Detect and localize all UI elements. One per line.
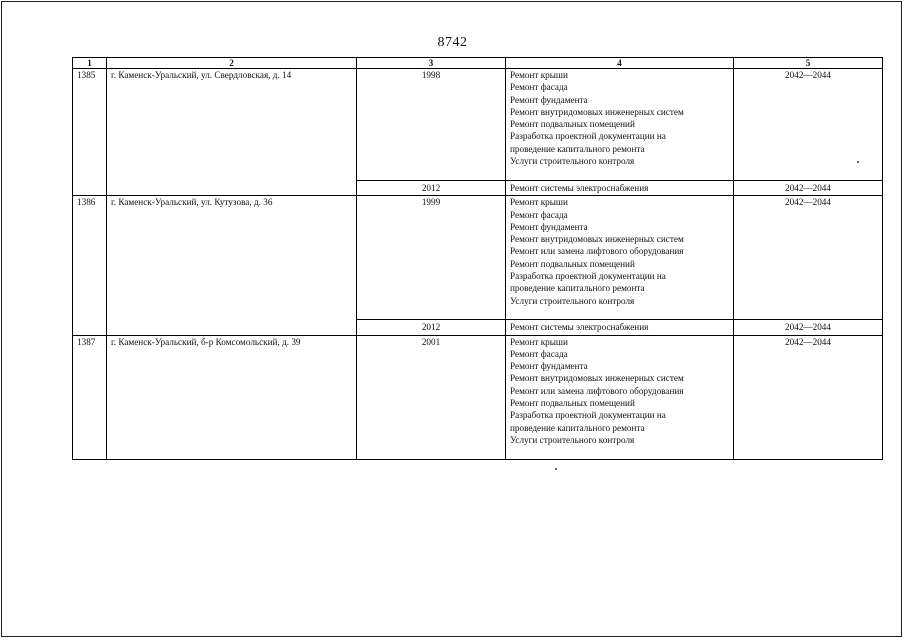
work-item: проведение капитального ремонта (510, 143, 645, 154)
entry-address: г. Каменск-Уральский, ул. Свердловская, д. 14 (107, 69, 357, 196)
entry-works (506, 196, 734, 320)
work-item: Ремонт внутридомовых инженерных систем (510, 234, 684, 245)
work-item: Разработка проектной документации на (510, 131, 666, 142)
column-header: 2 (107, 58, 357, 69)
work-item: Ремонт подвальных помещений (510, 398, 635, 409)
header-row (73, 58, 883, 69)
entry-year: 1999 (357, 196, 506, 320)
entry-works (506, 335, 734, 459)
entry-period: 2042—2044 (734, 69, 883, 181)
entry-address: г. Каменск-Уральский, б-р Комсомольский, д. 39 (107, 335, 357, 459)
work-item: проведение капитального ремонта (510, 422, 645, 433)
table-row (73, 335, 883, 459)
work-item: Ремонт подвальных помещений (510, 258, 635, 269)
entry-year: 2001 (357, 335, 506, 459)
entry-year: 1998 (357, 69, 506, 181)
entry-number: 1387 (73, 335, 107, 459)
repair-schedule-table (72, 57, 883, 460)
entry-address: г. Каменск-Уральский, ул. Кутузова, д. 36 (107, 196, 357, 335)
work-item: Ремонт фундамента (510, 361, 588, 372)
work-item: Ремонт крыши (510, 336, 568, 347)
work-item: Ремонт фасада (510, 209, 568, 220)
entry-year: 2012 (357, 181, 506, 196)
entry-period: 2042—2044 (734, 320, 883, 335)
table-row (73, 69, 883, 181)
work-item: Ремонт фундамента (510, 221, 588, 232)
work-item: Ремонт фундамента (510, 94, 588, 105)
entry-year: 2012 (357, 320, 506, 335)
work-item: Ремонт или замена лифтового оборудования (510, 385, 684, 396)
work-item: Ремонт подвальных помещений (510, 119, 635, 130)
work-item: Ремонт системы электроснабжения (506, 320, 734, 335)
entry-number: 1385 (73, 69, 107, 196)
column-header: 1 (73, 58, 107, 69)
scan-speck (857, 161, 859, 163)
entry-works (506, 69, 734, 181)
work-item: Ремонт или замена лифтового оборудования (510, 246, 684, 257)
column-header: 5 (734, 58, 883, 69)
entry-period: 2042—2044 (734, 196, 883, 320)
entry-period: 2042—2044 (734, 181, 883, 196)
column-header: 4 (506, 58, 734, 69)
page-number: 8742 (437, 35, 468, 50)
work-item: Ремонт системы электроснабжения (506, 181, 734, 196)
entry-period: 2042—2044 (734, 335, 883, 459)
scan-speck (555, 468, 557, 470)
entry-number: 1386 (73, 196, 107, 335)
work-item: Услуги строительного контроля (510, 434, 635, 445)
work-item: Услуги строительного контроля (510, 295, 635, 306)
work-item: Разработка проектной документации на (510, 410, 666, 421)
work-item: проведение капитального ремонта (510, 283, 645, 294)
work-item: Ремонт фасада (510, 82, 568, 93)
work-item: Ремонт фасада (510, 348, 568, 359)
work-item: Ремонт внутридомовых инженерных систем (510, 106, 684, 117)
work-item: Ремонт крыши (510, 70, 568, 80)
work-item: Разработка проектной документации на (510, 271, 666, 282)
column-header: 3 (357, 58, 506, 69)
table-row (73, 196, 883, 320)
work-item: Ремонт крыши (510, 197, 568, 208)
work-item: Ремонт внутридомовых инженерных систем (510, 373, 684, 384)
work-item: Услуги строительного контроля (510, 156, 635, 167)
